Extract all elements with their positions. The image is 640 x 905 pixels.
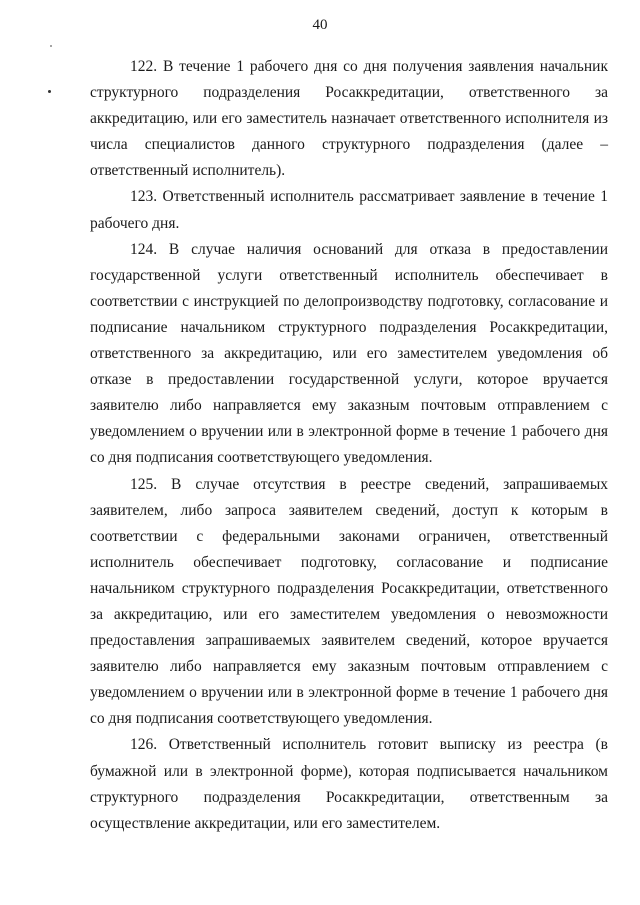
page-number: 40 bbox=[312, 17, 328, 33]
document-body bbox=[90, 54, 608, 837]
paragraph-122: 122. В течение 1 рабочего дня со дня получения заявления начальник структурного подразделения Росаккредитации, ответственного за аккредитацию, или его заместитель назначает ответственного исполнителя из числа специалистов данного структурного подразделения (далее – ответственный исполнитель). bbox=[90, 58, 608, 180]
paragraph-125: 125. В случае отсутствия в реестре сведений, запрашиваемых заявителем, либо запроса заявителем сведений, доступ к которым в соответствии с федеральными законами ограничен, ответственный исполнитель обеспечивает подготовку, согласование и подписание начальником структурного подразделения Росаккредитации, ответственного за аккредитацию, или его заместителем уведомления о невозможности предоставления запрашиваемых заявителем сведений, которое вручается заявителю либо направляется ему заказным почтовым отправлением с уведомлением о вручении или в электронной форме в течение 1 рабочего дня со дня подписания соответствующего уведомления. bbox=[90, 475, 608, 728]
scan-speck bbox=[50, 45, 52, 47]
scan-speck bbox=[48, 90, 51, 93]
paragraph-126: 126. Ответственный исполнитель готовит выписку из реестра (в бумажной или в электронной форме), которая подписывается начальником структурного подразделения Росаккредитации, ответственным за осуществление аккредитации, или его заместителем. bbox=[90, 736, 608, 832]
paragraph-124: 124. В случае наличия оснований для отказа в предоставлении государственной услуги ответственный исполнитель обеспечивает в соответствии с инструкцией по делопроизводству подготовку, согласование и подписание начальником структурного подразделения Росаккредитации, ответственного за аккредитацию, или его заместителем уведомления об отказе в предоставлении государственной услуги, которое вручается заявителю либо направляется ему заказным почтовым отправлением с уведомлением о вручении или в электронной форме в течение 1 рабочего дня со дня подписания соответствующего уведомления. bbox=[90, 240, 608, 467]
paragraph-123: 123. Ответственный исполнитель рассматривает заявление в течение 1 рабочего дня. bbox=[90, 188, 608, 232]
